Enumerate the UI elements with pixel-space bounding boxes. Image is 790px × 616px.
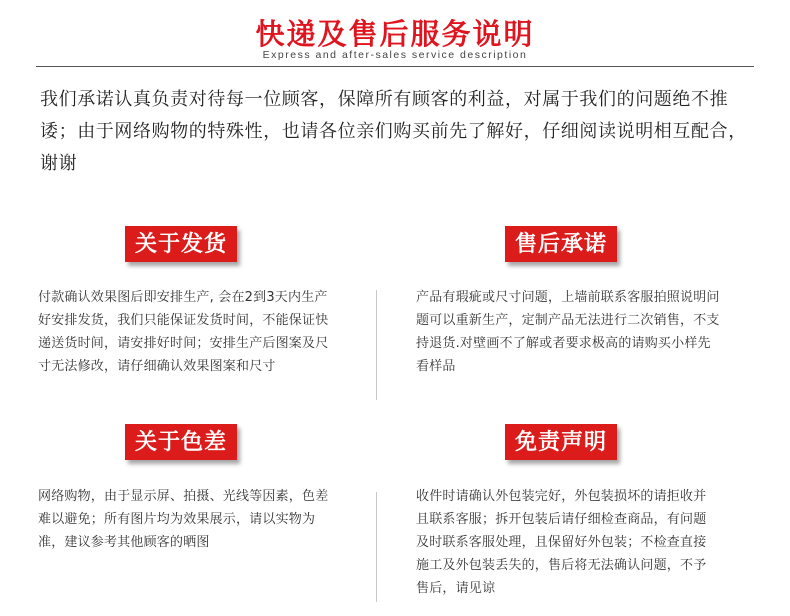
column-divider-bottom — [376, 492, 377, 602]
section-title-delivery: 关于发货 — [125, 226, 237, 262]
page-subtitle: Express and after-sales service description — [262, 49, 528, 61]
section-title-color: 关于色差 — [125, 424, 237, 460]
title-rule — [36, 66, 754, 67]
section-title-after-sales: 售后承诺 — [505, 226, 617, 262]
intro-paragraph: 我们承诺认真负责对待每一位顾客，保障所有顾客的利益，对属于我们的问题绝不推诿；由于网络购物的特殊性，也请各位亲们购买前先了解好，仔细阅读说明相互配合，谢谢 — [40, 89, 747, 174]
column-divider-top — [376, 290, 377, 400]
section-title-disclaimer: 免责声明 — [505, 424, 617, 460]
section-text-after-sales: 产品有瑕疵或尺寸问题，上墙前联系客服拍照说明问题可以重新生产，定制产品无法进行二次销售，不支持退货.对壁画不了解或者要求极高的请购买小样先看样品 — [416, 290, 720, 374]
section-text-delivery: 付款确认效果图后即安排生产, 会在2到3天内生产好安排发货，我们只能保证发货时间，不能保证快递送货时间，请安排好时间；安排生产后图案及尺寸无法修改，请仔细确认效果图案和尺寸 — [38, 290, 329, 374]
section-text-disclaimer: 收件时请确认外包装完好，外包装损坏的请拒收并且联系客服；拆开包装后请仔细检查商品，有问题及时联系客服处理，且保留好外包装；不检查直接施工及外包装丢失的，售后将无法确认问题，不予售后，请见谅 — [416, 489, 707, 596]
page-title: 快递及售后服务说明 — [255, 17, 535, 51]
section-text-color: 网络购物，由于显示屏、拍摄、光线等因素，色差难以避免；所有图片均为效果展示，请以实物为准，建议参考其他顾客的晒图 — [38, 489, 329, 550]
